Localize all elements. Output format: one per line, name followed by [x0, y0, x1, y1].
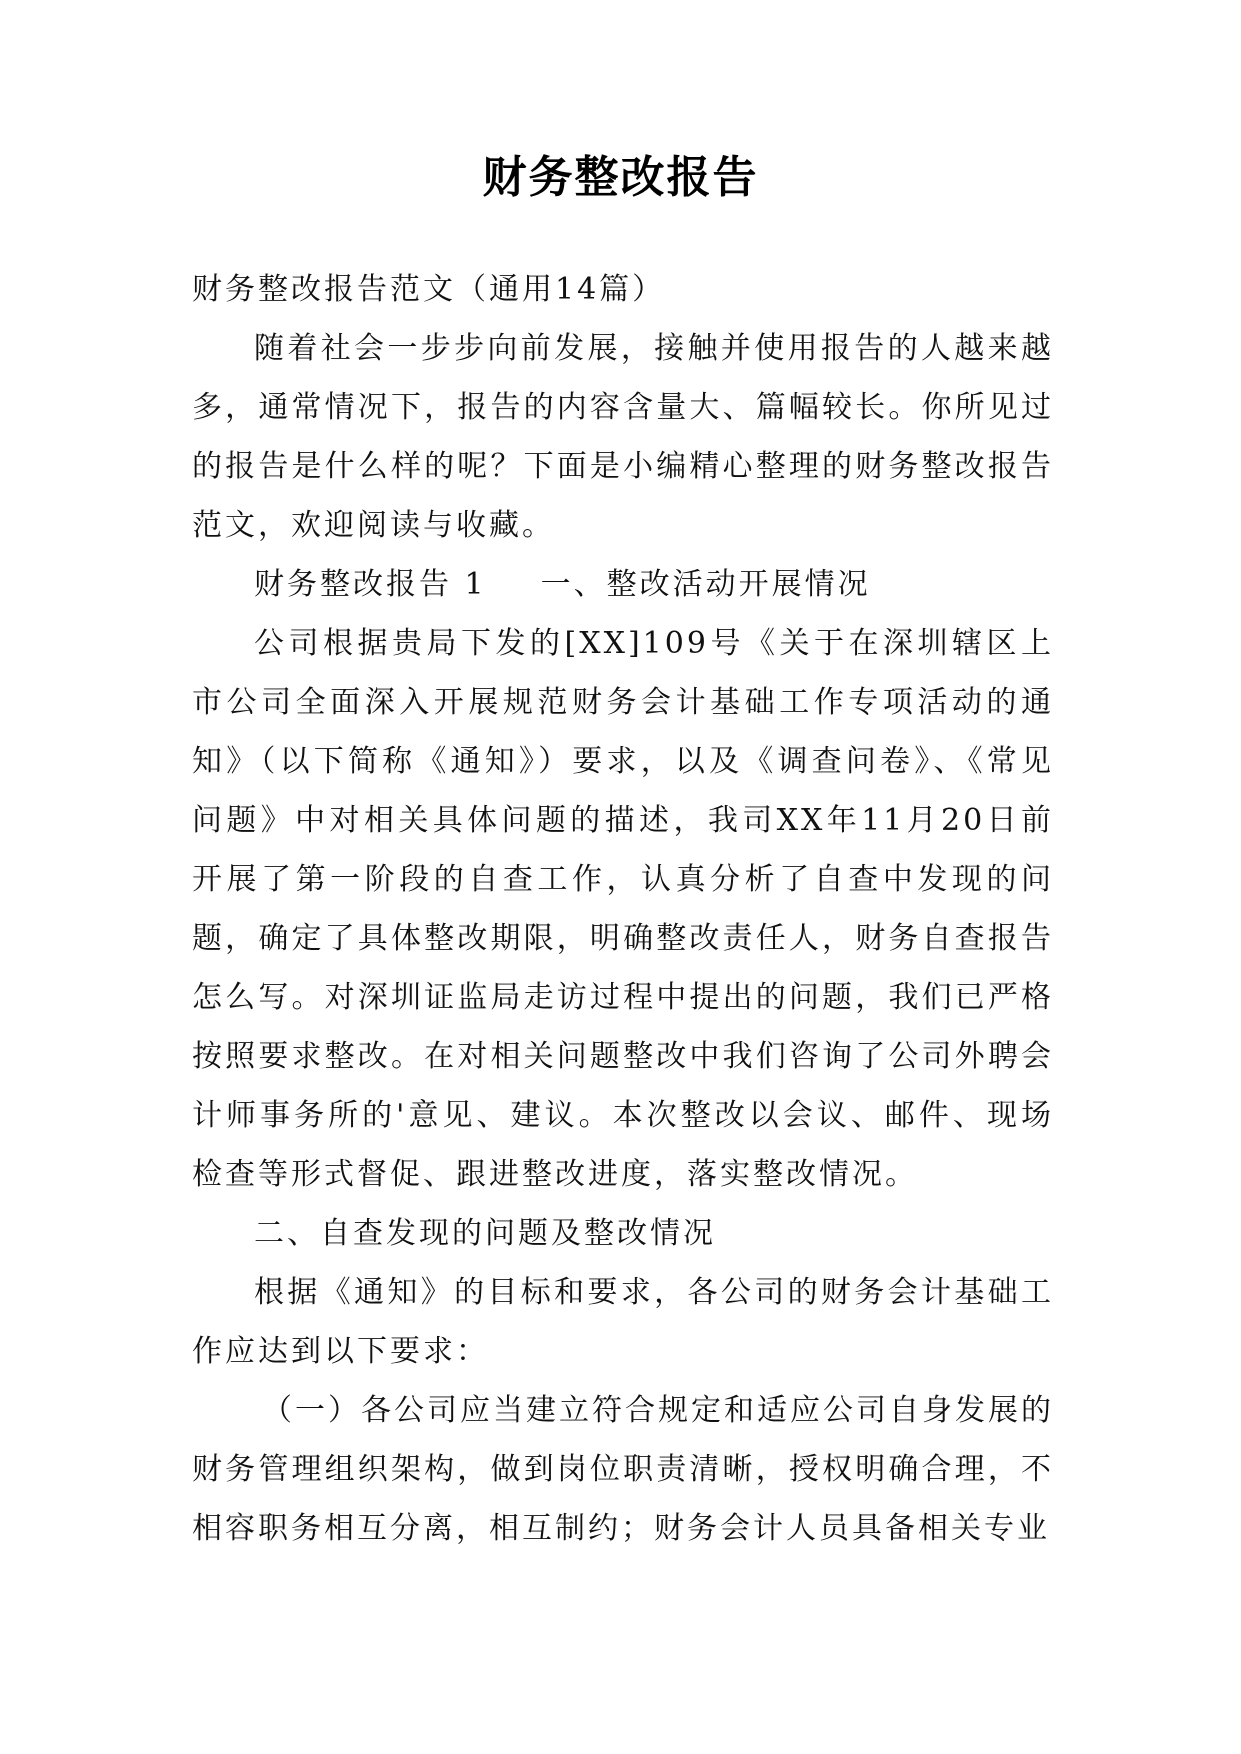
document-body [192, 260, 1054, 1558]
section-1-line [192, 555, 1054, 614]
document-title: 财务整改报告 [482, 152, 759, 203]
section-1-heading: 一、整改活动开展情况 [540, 567, 871, 602]
intro-paragraph: 随着社会一步步向前发展，接触并使用报告的人越来越多，通常情况下，报告的内容含量大、篇幅较长。你所见过的报告是什么样的呢？下面是小编精心整理的财务整改报告范文，欢迎阅读与收藏。 [192, 331, 1054, 543]
paragraph-2: 根据《通知》的目标和要求，各公司的财务会计基础工作应达到以下要求： [192, 1275, 1054, 1369]
paragraph-1: 公司根据贵局下发的[XX]109号《关于在深圳辖区上市公司全面深入开展规范财务会计基础工作专项活动的通知》（以下简称《通知》）要求，以及《调查问卷》、《常见问题》中对相关具体问题的描述，我司XX年11月20日前开展了第一阶段的自查工作，认真分析了自查中发现的问题，确定了具体整改期限，明确整改责任人，财务自查报告怎么写。对深圳证监局走访过程中提出的问题，我们已严格按照要求整改。在对相关问题整改中我们咨询了公司外聘会计师事务所的'意见、建议。本次整改以会议、邮件、现场检查等形式督促、跟进整改进度，落实整改情况。 [192, 626, 1054, 1192]
paragraph-3: （一）各公司应当建立符合规定和适应公司自身发展的财务管理组织架构，做到岗位职责清晰，授权明确合理，不相容职务相互分离，相互制约；财务会计人员具备相关专业 [192, 1393, 1054, 1546]
section-2-heading: 二、自查发现的问题及整改情况 [254, 1216, 716, 1251]
document-subtitle: 财务整改报告范文（通用14篇） [192, 272, 666, 307]
section-1-label: 财务整改报告 1 [254, 567, 487, 602]
